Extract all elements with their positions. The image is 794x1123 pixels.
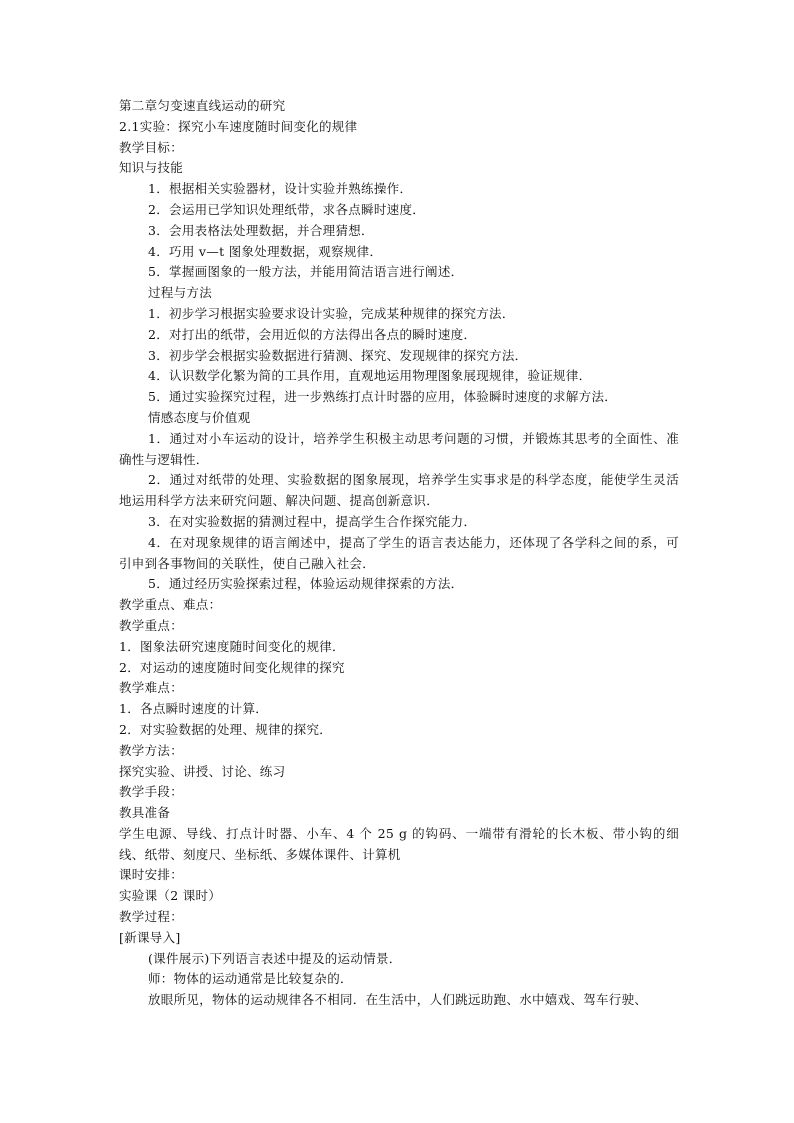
list-item: 1．通过对小车运动的设计，培养学生积极主动思考问题的习惯，并锻炼其思考的全面性、准确性与逻辑性．	[119, 430, 679, 467]
list-item: 2．对打出的纸带，会用近似的方法得出各点的瞬时速度．	[148, 326, 477, 342]
knowledge-heading: 知识与技能	[119, 160, 184, 176]
list-item: 1．图象法研究速度随时间变化的规律．	[119, 638, 345, 654]
emotion-heading: 情感态度与价值观	[148, 409, 251, 425]
list-item: 2．通过对纸带的处理、实验数据的图象展现，培养学生实事求是的科学态度，能使学生灵活地运用科学方法来研究问题、解决问题、提高创新意识．	[119, 472, 679, 509]
list-item: 5．通过实验探究过程，进一步熟练打点计时器的应用，体验瞬时速度的求解方法．	[148, 389, 618, 405]
key-difficult-heading: 教学重点、难点：	[119, 597, 222, 613]
list-item: 5．通过经历实验探索过程，体验运动规律探索的方法．	[148, 576, 464, 592]
list-item: 2．会运用已学知识处理纸带，求各点瞬时速度．	[148, 201, 426, 217]
means-text: 学生电源、导线、打点计时器、小车、4 个 25 g 的钩码、一端带有滑轮的长木板、带小钩的细线、纸带、刻度尺、坐标纸、多媒体课件、计算机	[119, 825, 679, 862]
list-item: 2．对运动的速度随时间变化规律的探究	[119, 659, 345, 675]
methods-heading: 教学方法：	[119, 742, 184, 758]
chapter-title: 第二章匀变速直线运动的研究	[119, 98, 286, 113]
procedure-line: 师：物体的运动通常是比较复杂的．	[148, 971, 353, 987]
list-item: 1．各点瞬时速度的计算．	[119, 701, 269, 717]
means-subheading: 教具准备	[119, 805, 171, 821]
means-heading: 教学手段：	[119, 784, 184, 800]
list-item: 2．对实验数据的处理、规律的探究．	[119, 721, 333, 737]
list-item: 1．初步学习根据实验要求设计实验，完成某种规律的探究方法．	[148, 305, 515, 321]
list-item: 3．初步学会根据实验数据进行猜测、探究、发现规律的探究方法．	[148, 347, 528, 363]
list-item: 5．掌握画图象的一般方法，并能用简洁语言进行阐述．	[148, 264, 464, 280]
methods-text: 探究实验、讲授、讨论、练习	[119, 763, 286, 779]
procedure-line: 放眼所见，物体的运动规律各不相同．在生活中，人们跳远助跑、水中嬉戏、驾车行驶、	[148, 992, 648, 1008]
list-item: 3．会用表格法处理数据，并合理猜想．	[148, 222, 374, 238]
schedule-heading: 课时安排：	[119, 867, 184, 883]
procedure-heading: 教学过程：	[119, 909, 184, 925]
key-points-heading: 教学重点：	[119, 617, 184, 633]
process-list	[119, 304, 679, 408]
list-item: 1．根据相关实验器材，设计实验并熟练操作．	[148, 181, 413, 197]
knowledge-list	[119, 179, 679, 283]
list-item: 4．巧用 v—t 图象处理数据，观察规律．	[148, 243, 383, 259]
difficult-points-heading: 教学难点：	[119, 680, 184, 696]
process-heading: 过程与方法	[148, 285, 213, 301]
schedule-text: 实验课（2 课时）	[119, 888, 222, 904]
section-title: 2.1实验：探究小车速度随时间变化的规律	[119, 118, 358, 134]
procedure-line: (课件展示)下列语言表述中提及的运动情景．	[148, 950, 402, 966]
list-item: 3．在对实验数据的猜测过程中，提高学生合作探究能力．	[148, 513, 477, 529]
document-page	[119, 96, 679, 1011]
list-item: 4．在对现象规律的语言阐述中，提高了学生的语言表达能力，还体现了各学科之间的系，可引申到各事物间的关联性，使自己融入社会．	[119, 534, 679, 571]
objectives-heading: 教学目标：	[119, 139, 184, 155]
intro-heading: [新课导入]	[119, 929, 181, 945]
list-item: 4．认识数学化繁为简的工具作用，直观地运用物理图象展现规律，验证规律．	[148, 368, 592, 384]
emotion-list	[119, 429, 679, 595]
